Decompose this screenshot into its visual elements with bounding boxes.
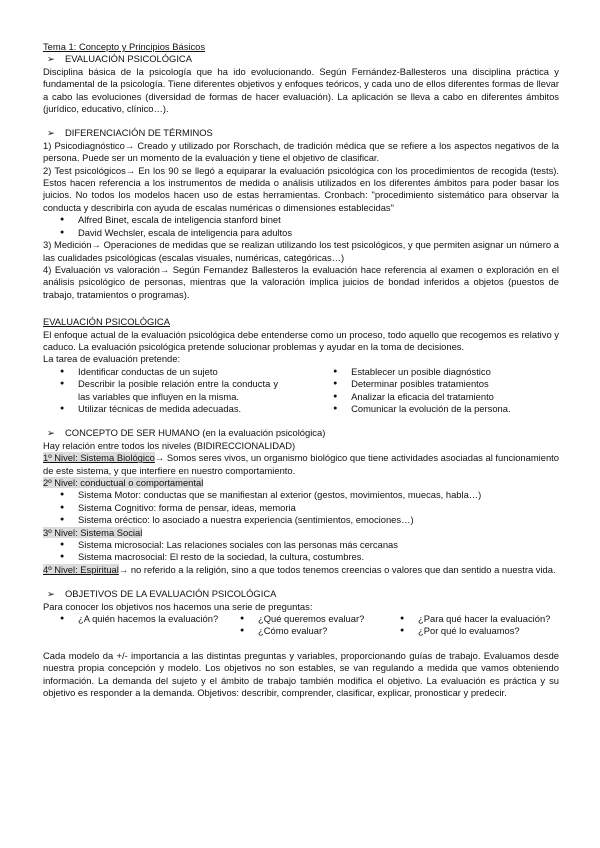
section-heading-text: CONCEPTO DE SER HUMANO (en la evaluación psicológica) (65, 427, 326, 439)
paragraph: 2) Test psicológicos→ En los 90 se llegó a equiparar la evaluación psicológica con los procedimientos de recogida (tests). Estos hacen referencia a los instrumentos de medida o análisis utilizados en los diferentes ámbitos para poder basar los juicios. No todos los modelos hacen uso de estas herramientas. Cronbach: "procedimiento sistemático para observar la conducta y describirla con ayuda de escalas numéricas o dimensiones establecidas" (43, 164, 559, 213)
section-heading-text: DIFERENCIACIÓN DE TÉRMINOS (65, 127, 213, 139)
list-item: ● ¿Para qué hacer la evaluación? (383, 613, 553, 625)
bullet-list (43, 214, 559, 239)
arrow-bullet-icon: ➢ (47, 427, 55, 439)
question-list-3 (383, 613, 553, 638)
section-heading-diferenciacion (43, 127, 559, 139)
page-title: Tema 1: Concepto y Principios Básicos (43, 41, 206, 52)
section-heading-text: EVALUACIÓN PSICOLÓGICA (65, 53, 192, 65)
bullet-list (43, 489, 559, 526)
paragraph: 3) Medición→ Operaciones de medidas que se realizan utilizando los test psicológicos, y que permiten asignar un número a las cualidades psicológicas (escalas visuales, numéricas, categóricas…) (43, 239, 559, 263)
section-heading-objetivos (43, 588, 559, 600)
arrow-bullet-icon: ➢ (47, 127, 55, 139)
question-list-2 (223, 613, 383, 638)
three-column-questions (43, 613, 559, 638)
level-4-text: → no referido a la religión, sino a que todos tenemos creencias o valores que dan sentido a nuestra vida. (118, 563, 556, 575)
paragraph: 1) Psicodiagnóstico→ Creado y utilizado por Rorschach, de tradición médica que se refiere a los aspectos negativos de la persona. Puede ser un momento de la evaluación y tiene el objetivo de clasificar. (43, 139, 559, 164)
level-1-paragraph (43, 452, 559, 477)
list-item: ● Sistema macrosocial: El resto de la sociedad, la cultura, costumbres. (43, 551, 559, 563)
paragraph: Hay relación entre todos los niveles (BIDIRECCIONALIDAD) (43, 439, 296, 451)
list-item: ● Sistema Motor: conductas que se manifiestan al exterior (gestos, movimientos, muecas, habla…) (43, 489, 559, 501)
list-item: ● Establecer un posible diagnóstico (316, 366, 559, 378)
question-list-1 (43, 613, 223, 638)
bullet-list (43, 539, 559, 564)
list-item: ● Sistema oréctico: lo asociado a nuestra experiencia (sentimientos, emociones…) (43, 514, 559, 526)
arrow-bullet-icon: ➢ (47, 53, 55, 65)
level-1-label: 1º Nivel: Sistema Biológico (43, 452, 155, 464)
level-2-heading (43, 477, 559, 489)
section-heading-text: OBJETIVOS DE LA EVALUACIÓN PSICOLÓGICA (65, 588, 277, 600)
list-item: ● Describir la posible relación entre la conducta y las variables que influyen en la misma. (43, 378, 278, 403)
list-item: ● Comunicar la evolución de la persona. (316, 403, 559, 415)
level-2-label: 2º Nivel: conductual o comportamental (43, 477, 204, 488)
bullet-list-left (43, 366, 278, 416)
list-item: ● David Wechsler, escala de inteligencia para adultos (43, 227, 559, 239)
paragraph: La tarea de evaluación pretende: (43, 353, 181, 365)
paragraph: Cada modelo da +/- importancia a las distintas preguntas y variables, proporcionando guías de trabajo. Evaluamos desde nuestra propia concepción y modelo. Los objetivos no son estables, se van regulando a medida que vamos obteniendo información. La demanda del sujeto y el ámbito de trabajo también modifica el objetivo. La evaluación es práctica y su objetivo es responder a la demanda. Objetivos: describir, comprender, clasificar, explicar, pronosticar y predecir. (43, 649, 559, 699)
list-item: ● Determinar posibles tratamientos (316, 378, 559, 390)
level-3-heading (43, 527, 559, 539)
list-item: ● ¿Qué queremos evaluar? (223, 613, 383, 625)
list-item: ● Utilizar técnicas de medida adecuadas. (43, 403, 278, 415)
list-item: ● ¿Cómo evaluar? (223, 625, 383, 637)
paragraph: Disciplina básica de la psicología que ha ido evolucionando. Según Fernández-Ballesteros una disciplina práctica y fundamental de la psicología. Tiene diferentes objetivos y enfoques teóricos, y cada uno de ellos diferentes formas de llevar a cabo las evoluciones (diversidad de formas de hacer evaluación). La aplicación se lleva a cabo en diferentes ámbitos (jurídico, educativo, clínico…). (43, 65, 559, 115)
section-heading-ser-humano (43, 427, 559, 439)
list-item: ● ¿Por qué lo evaluamos? (383, 625, 553, 637)
paragraph: 4) Evaluación vs valoración→ Según Fernandez Ballesteros la evaluación hace referencia al examen o exploración en el análisis psicológico de personas, mientras que la valoración implica juicios de bondad inferidos a objetos (puestos de trabajo, tratamientos o programas). (43, 263, 559, 300)
list-item: ● Identificar conductas de un sujeto (43, 366, 278, 378)
level-3-label: 3º Nivel: Sistema Social (43, 526, 143, 538)
paragraph: El enfoque actual de la evaluación psicológica debe entenderse como un proceso, todo aquello que recogemos es relativo y caduco. La evaluación psicológica pretende solucionar problemas y ayudar en la toma de decisiones. (43, 328, 559, 352)
section-heading-evaluacion-2: EVALUACIÓN PSICOLÓGICA (43, 316, 170, 328)
level-1-text: → Somos seres vivos, un organismo biológico que tiene actividades asociadas al funcionamiento de este sistema, y que interfiere en nuestro comportamiento. (43, 452, 559, 476)
document-page (43, 41, 559, 700)
bullet-list-right (316, 366, 559, 416)
two-column-list (43, 366, 559, 416)
level-4-label: 4º Nivel: Espiritual (43, 563, 119, 575)
list-item: ● ¿A quién hacemos la evaluación? (43, 613, 223, 625)
list-item: ● Sistema microsocial: Las relaciones sociales con las personas más cercanas (43, 539, 559, 551)
arrow-bullet-icon: ➢ (47, 588, 55, 600)
section-heading-evaluacion (43, 53, 559, 65)
level-4-paragraph (43, 564, 559, 576)
list-item: ● Sistema Cognitivo: forma de pensar, ideas, memoria (43, 502, 559, 514)
list-item: ● Alfred Binet, escala de inteligencia stanford binet (43, 214, 559, 226)
list-item: ● Analizar la eficacia del tratamiento (316, 391, 559, 403)
paragraph: Para conocer los objetivos nos hacemos una serie de preguntas: (43, 600, 313, 612)
